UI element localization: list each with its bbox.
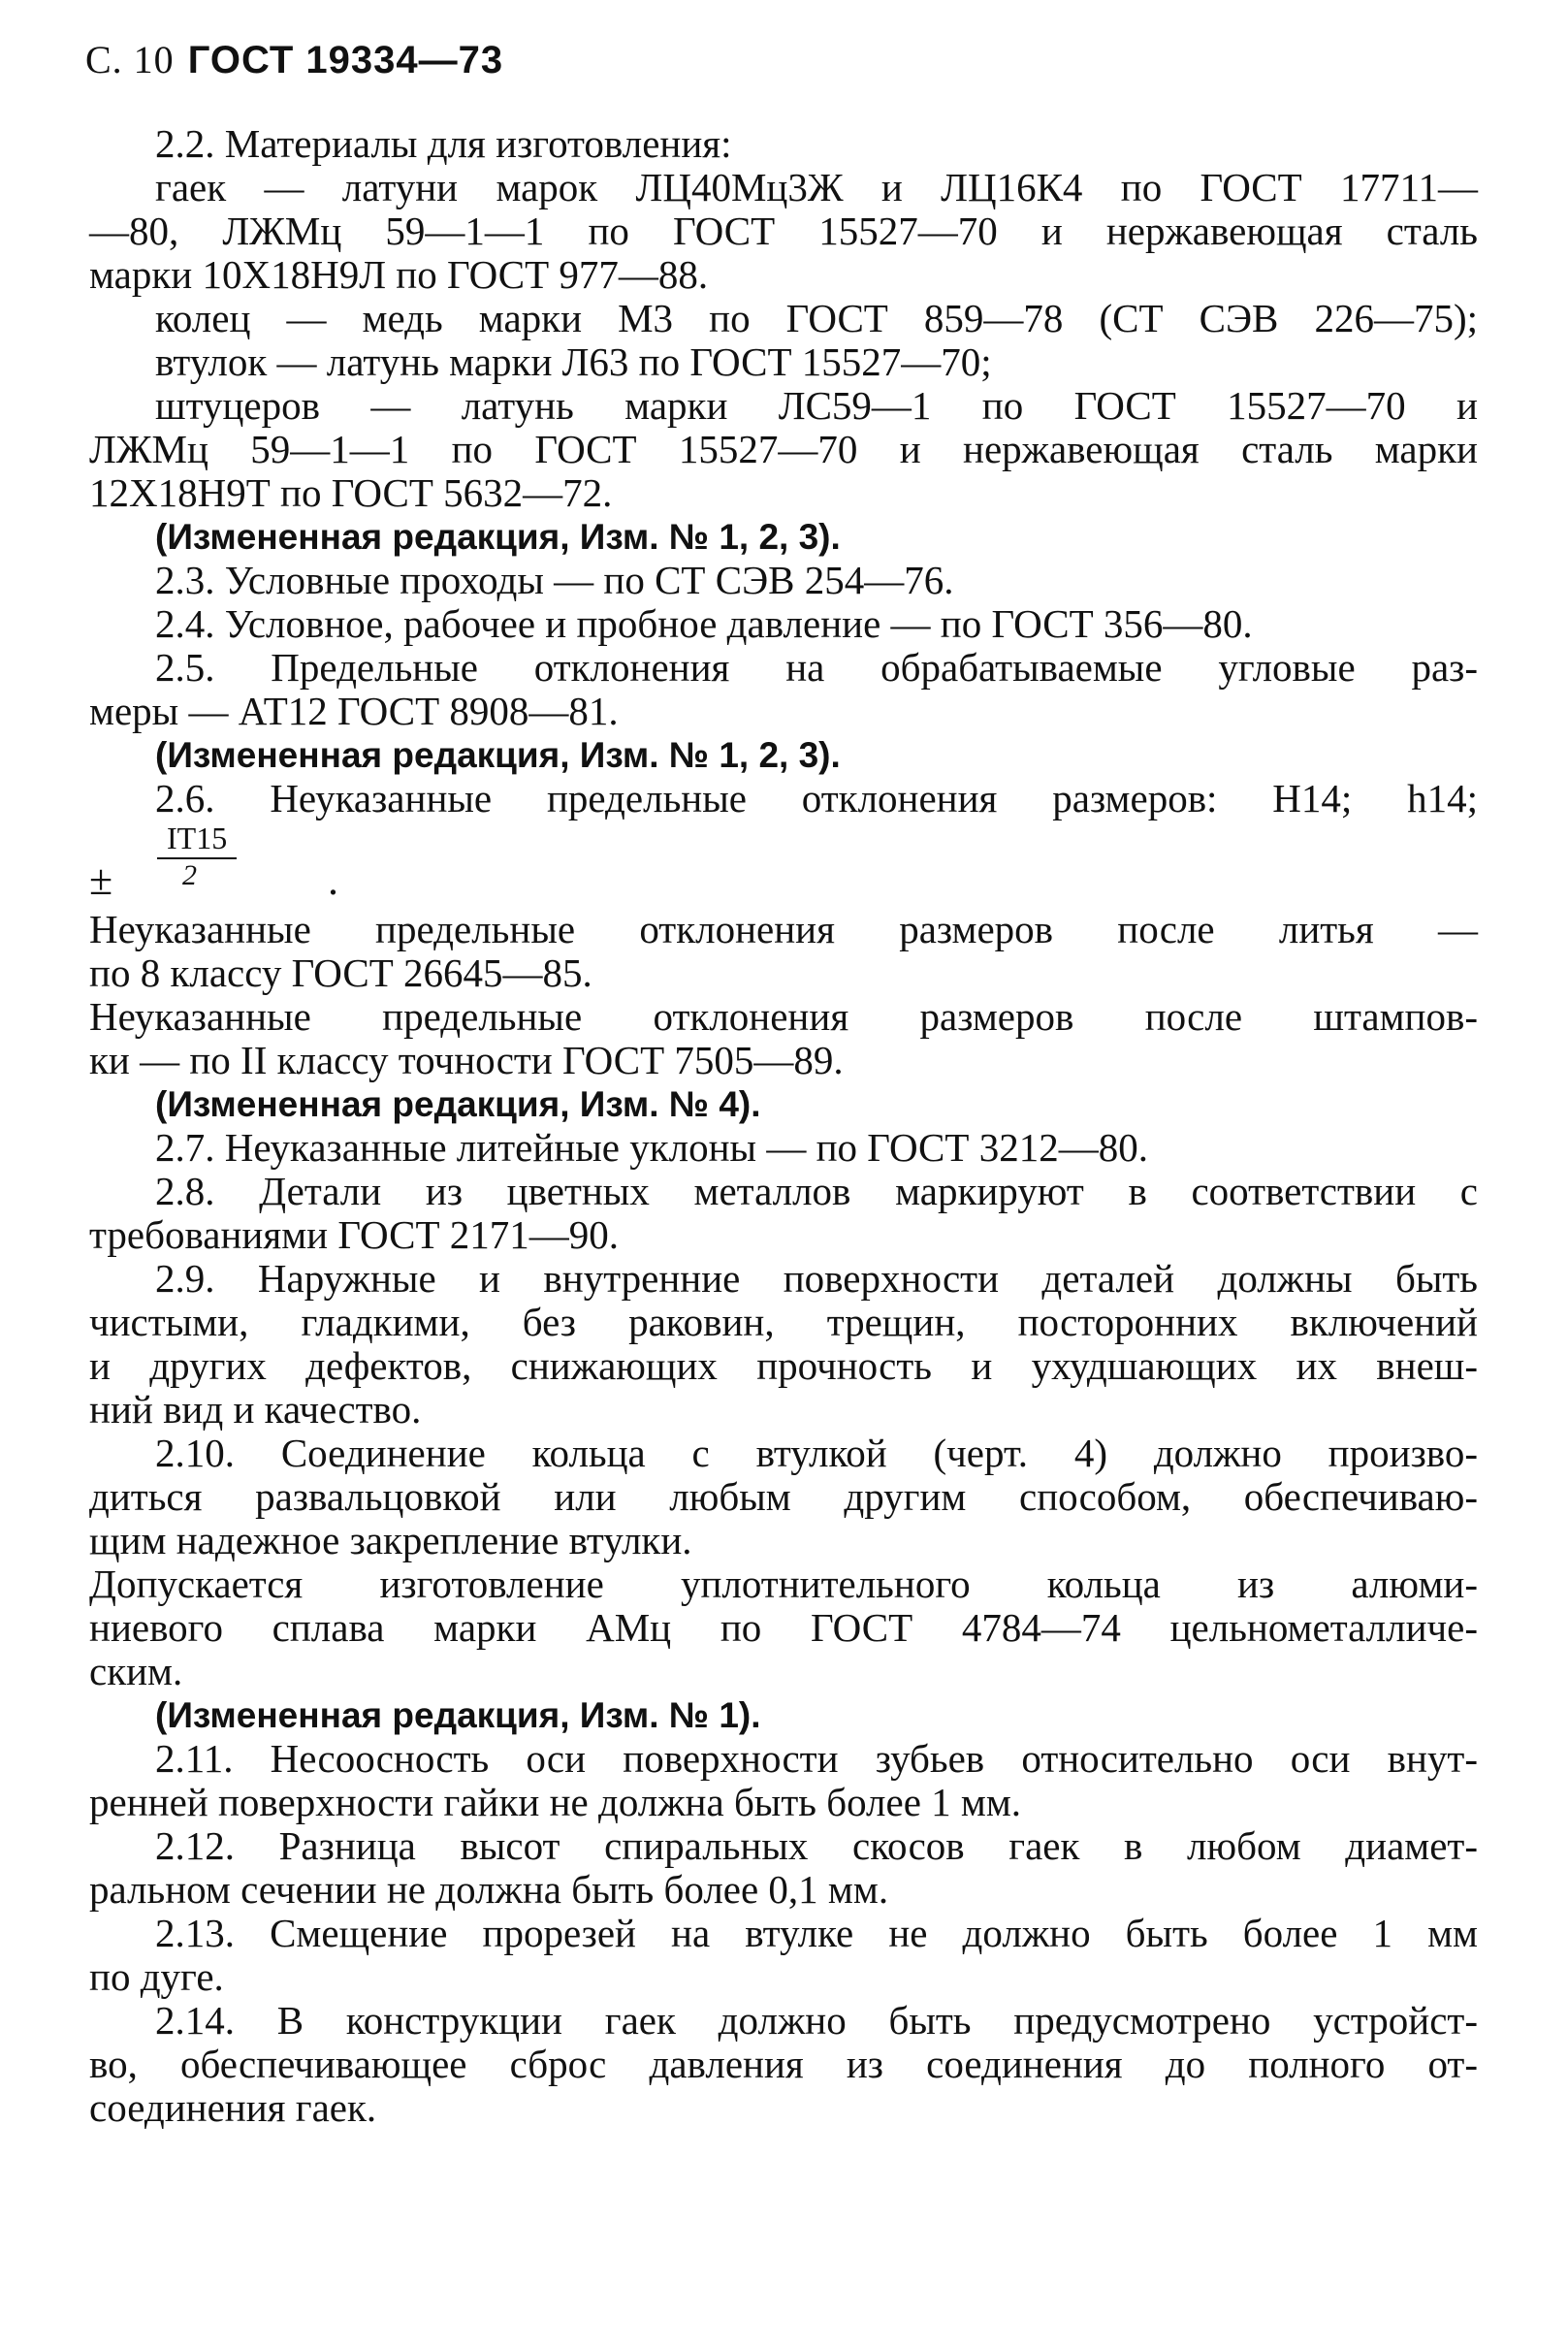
text-line: ки — по II классу точности ГОСТ 7505—89. (89, 1038, 844, 1082)
text-line: Неуказанные предельные отклонения размеров после литья — (89, 907, 1478, 951)
fraction-denominator: 2 (182, 859, 197, 891)
revision-note: (Измененная редакция, Изм. № 1, 2, 3). (155, 517, 841, 557)
text-line: меры — АТ12 ГОСТ 8908—81. (89, 689, 619, 733)
text-line: 2.8. Детали из цветных металлов маркируют в соответствии с (155, 1169, 1478, 1213)
text-line: ральном сечении не должна быть более 0,1 мм. (89, 1867, 889, 1912)
text-line: чистыми, гладкими, без раковин, трещин, посторонних включений (89, 1300, 1478, 1344)
text-line: 2.11. Несоосность оси поверхности зубьев относительно оси внут- (155, 1736, 1478, 1781)
text-line: 2.5. Предельные отклонения на обрабатываемые угловые раз- (155, 645, 1478, 690)
text-line: ЛЖМц 59—1—1 по ГОСТ 15527—70 и нержавеющая сталь марки (89, 427, 1478, 471)
revision-note: (Измененная редакция, Изм. № 4). (155, 1084, 761, 1124)
page-header (85, 37, 503, 83)
text-line: 2.13. Смещение прорезей на втулке не должно быть более 1 мм (155, 1911, 1478, 1955)
page-number: С. 10 (85, 38, 175, 81)
text-line: по 8 классу ГОСТ 26645—85. (89, 950, 592, 995)
text-line: диться развальцовкой или любым другим способом, обеспечиваю- (89, 1474, 1478, 1519)
text-line: втулок — латунь марки Л63 по ГОСТ 15527—70; (155, 339, 992, 384)
text-line: 2.14. В конструкции гаек должно быть предусмотрено устройст- (155, 1998, 1478, 2043)
text-line: ским. (89, 1649, 183, 1693)
text-line: 12Х18Н9Т по ГОСТ 5632—72. (89, 470, 613, 515)
text-line: 2.12. Разница высот спиральных скосов гаек в любом диамет- (155, 1823, 1478, 1868)
tolerance-fraction (89, 821, 1478, 908)
standard-title: ГОСТ 19334—73 (187, 39, 504, 81)
text-line: колец — медь марки М3 по ГОСТ 859—78 (СТ СЭВ 226—75); (155, 296, 1478, 340)
plus-minus-sign: ± (89, 856, 113, 904)
text-line: штуцеров — латунь марки ЛС59—1 по ГОСТ 15527—70 и (155, 383, 1478, 428)
text-line: 2.10. Соединение кольца с втулкой (черт. 4) должно произво- (155, 1431, 1478, 1475)
text-line: 2.7. Неуказанные литейные уклоны — по ГОСТ 3212—80. (155, 1125, 1148, 1170)
text-line: Допускается изготовление уплотнительного кольца из алюми- (89, 1561, 1478, 1606)
text-line: 2.4. Условное, рабочее и пробное давление — по ГОСТ 356—80. (155, 601, 1253, 646)
fraction-period: . (328, 856, 338, 904)
revision-note: (Измененная редакция, Изм. № 1). (155, 1695, 761, 1735)
text-line: Неуказанные предельные отклонения размеров после штампов- (89, 994, 1478, 1039)
text-line: требованиями ГОСТ 2171—90. (89, 1212, 620, 1257)
text-line: 2.2. Материалы для изготовления: (155, 121, 732, 166)
text-line: 2.3. Условные проходы — по СТ СЭВ 254—76. (155, 558, 954, 602)
fraction-numerator: IT15 (157, 821, 237, 859)
text-line: ний вид и качество. (89, 1387, 422, 1432)
document-body (89, 122, 1478, 2130)
text-line: марки 10Х18Н9Л по ГОСТ 977—88. (89, 252, 709, 297)
revision-note: (Измененная редакция, Изм. № 1, 2, 3). (155, 735, 841, 775)
text-line: —80, ЛЖМц 59—1—1 по ГОСТ 15527—70 и нержавеющая сталь (89, 209, 1478, 253)
text-line: по дуге. (89, 1954, 224, 1999)
text-line: щим надежное закрепление втулки. (89, 1518, 692, 1562)
text-line: 2.9. Наружные и внутренние поверхности деталей должны быть (155, 1256, 1478, 1301)
text-line: и других дефектов, снижающих прочность и ухудшающих их внеш- (89, 1343, 1478, 1388)
text-line: ниевого сплава марки АМц по ГОСТ 4784—74 цельнометалличе- (89, 1605, 1478, 1650)
fraction (157, 821, 303, 892)
text-line: во, обеспечивающее сброс давления из соединения до полного от- (89, 2042, 1478, 2086)
text-line: ренней поверхности гайки не должна быть более 1 мм. (89, 1780, 1022, 1824)
text-line: 2.6. Неуказанные предельные отклонения размеров: Н14; h14; (155, 776, 1478, 821)
text-line: гаек — латуни марок ЛЦ40Мц3Ж и ЛЦ16К4 по ГОСТ 17711— (155, 165, 1478, 209)
text-line: соединения гаек. (89, 2085, 377, 2130)
